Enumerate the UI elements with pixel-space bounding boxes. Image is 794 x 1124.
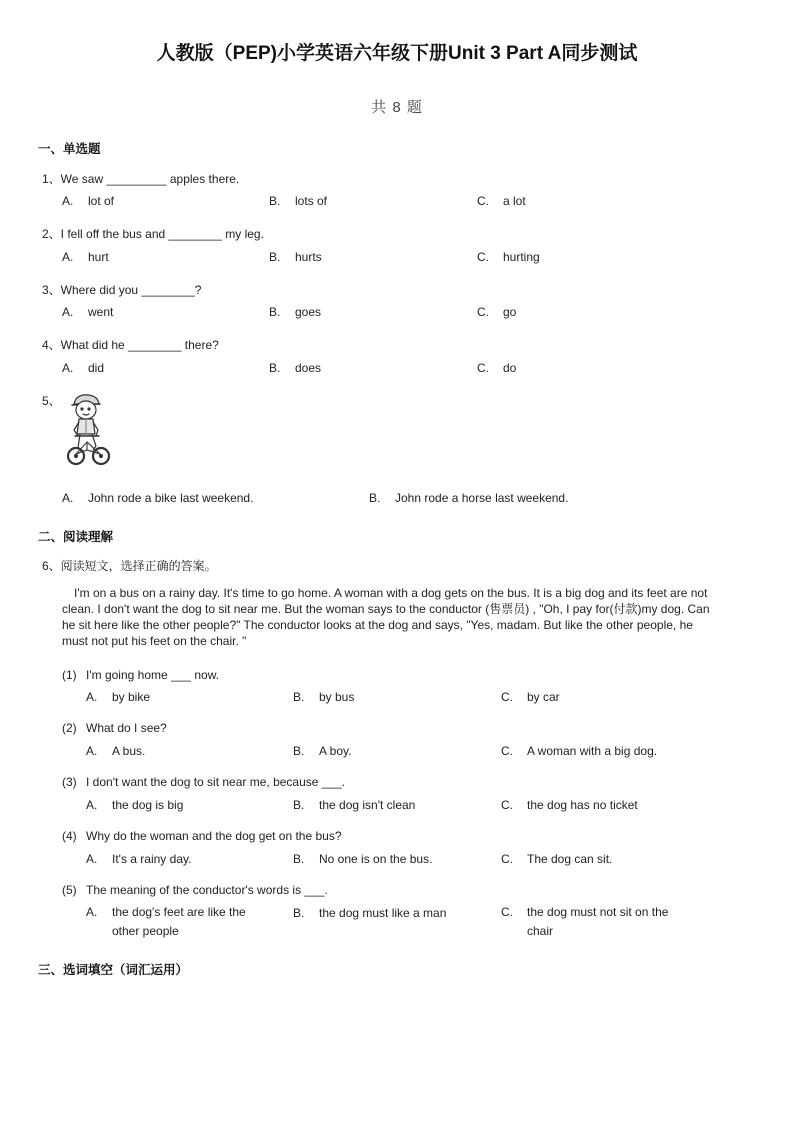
question-2-option-b[interactable] xyxy=(269,250,322,264)
sub-question-2-option-c[interactable] xyxy=(501,744,657,758)
question-1-option-c[interactable] xyxy=(477,194,526,208)
option-text: the dog is big xyxy=(112,798,184,812)
sub-question-2-option-a[interactable] xyxy=(86,744,145,758)
option-letter: B. xyxy=(269,305,281,319)
sub-question-2-stem: What do I see? xyxy=(86,721,167,735)
option-letter: C. xyxy=(477,250,489,264)
section-heading-single-choice: 一、单选题 xyxy=(38,142,101,156)
option-letter: A. xyxy=(62,305,74,319)
section-heading-word-fill: 三、选词填空（词汇运用） xyxy=(38,963,189,977)
option-text: hurts xyxy=(295,250,322,264)
option-letter: A. xyxy=(62,361,74,375)
sub-question-4-option-c[interactable] xyxy=(501,852,612,866)
sub-question-2-option-b[interactable] xyxy=(293,744,351,758)
option-text: by bus xyxy=(319,690,355,704)
option-letter: C. xyxy=(501,852,513,866)
option-letter: B. xyxy=(369,491,381,505)
question-5-option-b[interactable] xyxy=(369,491,568,505)
option-letter: A. xyxy=(86,852,98,866)
sub-question-5-number: (5) xyxy=(62,883,77,897)
option-text: lots of xyxy=(295,194,328,208)
sub-question-3-option-c[interactable] xyxy=(501,798,638,812)
option-text: hurt xyxy=(88,250,109,264)
question-3-stem: 3、Where did you ________? xyxy=(42,283,202,297)
option-letter: B. xyxy=(293,906,305,920)
question-2-option-c[interactable] xyxy=(477,250,540,264)
question-5-option-a[interactable] xyxy=(62,491,253,505)
option-letter: A. xyxy=(62,194,74,208)
section-heading-reading: 二、阅读理解 xyxy=(38,530,114,544)
question-2-option-a[interactable] xyxy=(62,250,109,264)
option-text: the dog has no ticket xyxy=(527,798,638,812)
option-text: A woman with a big dog. xyxy=(527,744,658,758)
question-1-stem: 1、We saw _________ apples there. xyxy=(42,172,240,186)
option-text: does xyxy=(295,361,322,375)
option-letter: C. xyxy=(477,194,489,208)
option-text: A boy. xyxy=(319,744,352,758)
option-text: a lot xyxy=(503,194,526,208)
option-letter: B. xyxy=(269,250,281,264)
option-letter: C. xyxy=(477,361,489,375)
option-text: did xyxy=(88,361,105,375)
question-1-option-b[interactable] xyxy=(269,194,327,208)
option-letter: C. xyxy=(501,690,513,704)
sub-question-5-option-a[interactable] xyxy=(86,903,266,941)
option-letter: B. xyxy=(293,690,305,704)
option-text: the dog's feet are like the other people xyxy=(112,905,246,938)
option-text: by car xyxy=(527,690,560,704)
question-3-option-a[interactable] xyxy=(62,305,113,319)
sub-question-3-option-b[interactable] xyxy=(293,798,415,812)
option-text: the dog isn't clean xyxy=(319,798,416,812)
question-3-option-c[interactable] xyxy=(477,305,516,319)
option-letter: C. xyxy=(501,744,513,758)
sub-question-1-number: (1) xyxy=(62,668,77,682)
option-text: hurting xyxy=(503,250,540,264)
option-text: by bike xyxy=(112,690,151,704)
option-letter: B. xyxy=(269,361,281,375)
option-letter: A. xyxy=(62,250,74,264)
option-letter: B. xyxy=(293,744,305,758)
sub-question-3-option-a[interactable] xyxy=(86,798,183,812)
option-text: went xyxy=(88,305,114,319)
option-letter: A. xyxy=(86,798,98,812)
sub-question-1-stem: I'm going home ___ now. xyxy=(86,668,220,682)
sub-question-5-stem: The meaning of the conductor's words is ___. xyxy=(86,883,328,897)
option-letter: C. xyxy=(501,905,513,919)
question-count: 共 8 题 xyxy=(371,99,423,116)
option-text: do xyxy=(503,361,517,375)
sub-question-3-stem: I don't want the dog to sit near me, because ___. xyxy=(86,775,346,789)
option-letter: A. xyxy=(86,690,98,704)
sub-question-3-number: (3) xyxy=(62,775,77,789)
question-4-stem: 4、What did he ________ there? xyxy=(42,338,219,352)
question-3-option-b[interactable] xyxy=(269,305,321,319)
option-text: go xyxy=(503,305,517,319)
option-text: the dog must like a man xyxy=(319,906,447,920)
sub-question-4-option-a[interactable] xyxy=(86,852,191,866)
option-text: A bus. xyxy=(112,744,146,758)
option-letter: A. xyxy=(62,491,74,505)
sub-question-5-option-c[interactable] xyxy=(501,903,691,941)
sub-question-4-stem: Why do the woman and the dog get on the bus? xyxy=(86,829,342,843)
option-text: the dog must not sit on the chair xyxy=(527,905,669,938)
option-text: goes xyxy=(295,305,322,319)
option-letter: C. xyxy=(477,305,489,319)
question-4-option-b[interactable] xyxy=(269,361,321,375)
question-1-option-a[interactable] xyxy=(62,194,114,208)
sub-question-1-option-c[interactable] xyxy=(501,690,560,704)
option-letter: C. xyxy=(501,798,513,812)
sub-question-1-option-b[interactable] xyxy=(293,690,354,704)
option-letter: B. xyxy=(293,852,305,866)
option-letter: A. xyxy=(86,905,98,919)
option-text: John rode a bike last weekend. xyxy=(88,491,254,505)
page-title: 人教版（PEP)小学英语六年级下册Unit 3 Part A同步测试 xyxy=(156,43,638,64)
boy-riding-bike-icon xyxy=(66,392,112,468)
option-text: The dog can sit. xyxy=(527,852,613,866)
question-4-option-a[interactable] xyxy=(62,361,104,375)
sub-question-2-number: (2) xyxy=(62,721,77,735)
option-letter: A. xyxy=(86,744,98,758)
option-text: No one is on the bus. xyxy=(319,852,433,866)
sub-question-5-option-b[interactable] xyxy=(293,906,446,920)
sub-question-4-number: (4) xyxy=(62,829,77,843)
option-letter: B. xyxy=(293,798,305,812)
reading-passage: I'm on a bus on a rainy day. It's time to go home. A woman with a dog gets on the bus. It is a big dog and its feet are not clean. I don't want the dog to sit near me. But the woman says to the conductor (售票员) , "Oh, I pay for(付款)my dog. Can he sit here like the other people?" The conductor looks at the dog and says, "Yes, madam. But like the other people, he must not put his feet on the chair. " xyxy=(62,586,710,648)
question-6-stem: 6、阅读短文，选择正确的答案。 xyxy=(42,559,217,573)
option-text: It's a rainy day. xyxy=(112,852,192,866)
sub-question-4-option-b[interactable] xyxy=(293,852,432,866)
option-text: John rode a horse last weekend. xyxy=(395,491,569,505)
question-2-stem: 2、I fell off the bus and ________ my leg. xyxy=(42,227,264,241)
question-4-option-c[interactable] xyxy=(477,361,516,375)
question-5-stem: 5、 xyxy=(42,394,61,408)
sub-question-1-option-a[interactable] xyxy=(86,690,150,704)
option-letter: B. xyxy=(269,194,281,208)
option-text: lot of xyxy=(88,194,115,208)
